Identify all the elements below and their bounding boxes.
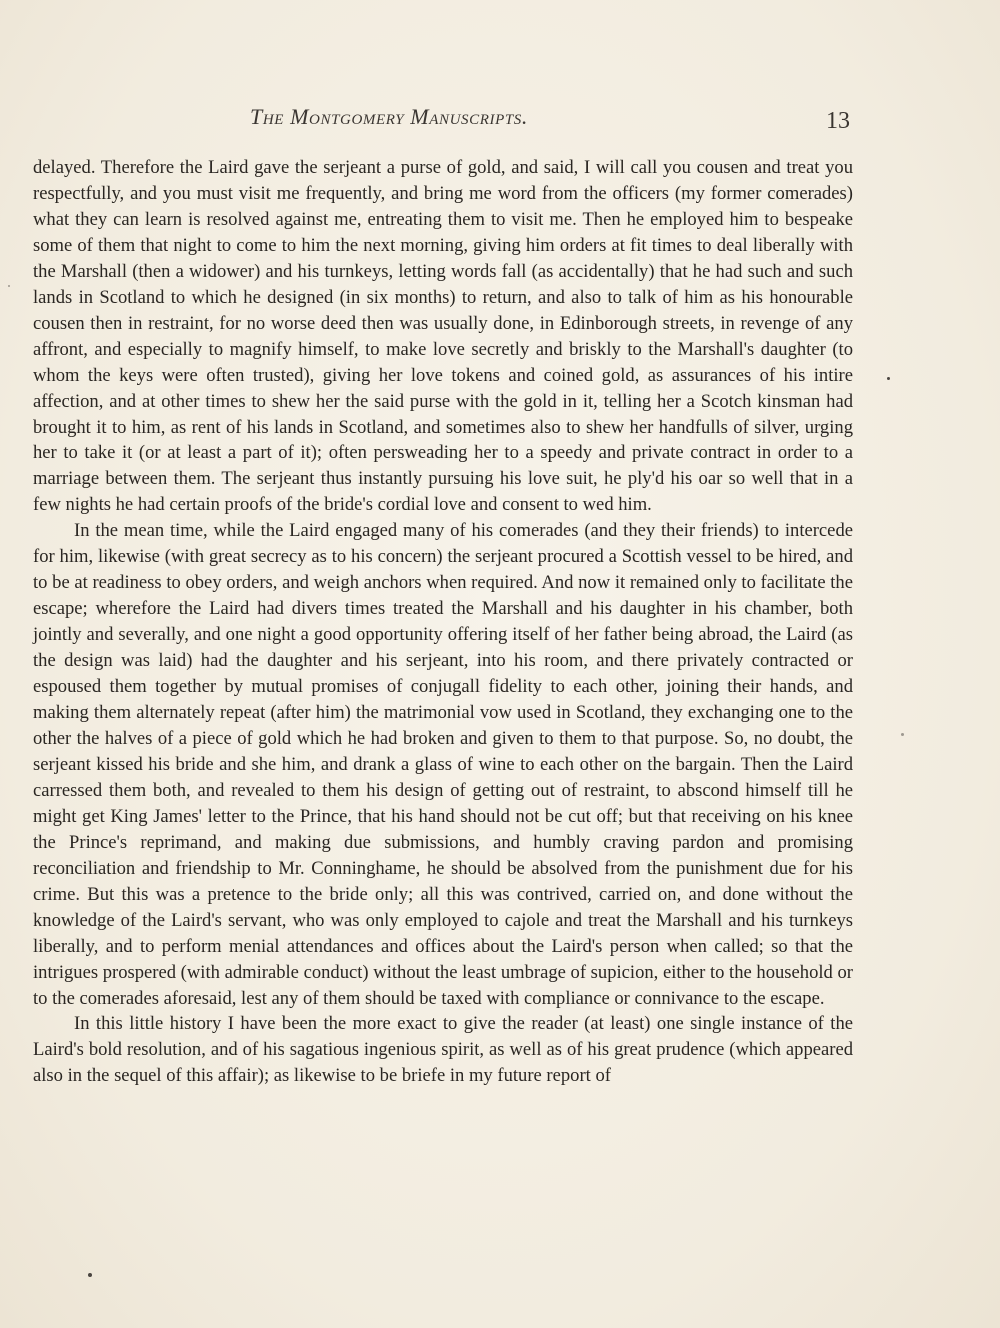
running-head	[0, 104, 1000, 134]
ink-speck	[88, 1273, 92, 1277]
paragraph-3: In this little history I have been the more exact to give the reader (at least) one single instance of the Laird's bold resolution, and of his sagatious ingenious spirit, as well as of his great prudence (which appeared also in the sequel of this affair); as likewise to be briefe in my future report of	[33, 1013, 853, 1087]
paragraph-1: delayed. Therefore the Laird gave the serjeant a purse of gold, and said, I will call you cousen and treat you respectfully, and you must visit me frequently, and bring me word from the officers (my former comerades) what they can learn is resolved against me, entreating them to visit me. Then he employed him to bespeake some of them that night to come to him the next morning, giving him orders at fit times to deal liberally with the Marshall (then a widower) and his turnkeys, letting words fall (as accidentally) that he had such and such lands in Scotland to which he designed (in six months) to return, and also to talk of him as his honourable cousen then in restraint, for no worse deed then was usually done, in Edinborough streets, in revenge of any affront, and especially to magnify himself, to make love secretly and briskly to the Marshall's daughter (to whom the keys were often trusted), giving her love tokens and coined gold, as assurances of his intire affection, and at other times to shew her the said purse with the gold in it, telling her a Scotch kinsman had brought it to him, as rent of his lands in Scotland, and sometimes also to shew her handfulls of silver, urging her to take it (or at least a part of it); often persweading her to a speedy and private contract in order to a marriage between them. The serjeant thus instantly pursuing his love suit, he ply'd his oar so well that in a few nights he had certain proofs of the bride's cordial love and consent to wed him.	[33, 157, 853, 516]
page-number: 13	[826, 108, 850, 134]
body-text	[33, 155, 853, 1089]
paragraph-2: In the mean time, while the Laird engaged many of his comerades (and they their friends) to intercede for him, likewise (with great secrecy as to his concern) the serjeant procured a Scottish vessel to be hired, and to be at readiness to obey orders, and weigh anchors when required. And now it remained only to facilitate the escape; wherefore the Laird had divers times treated the Marshall and his daughter in his chamber, both jointly and severally, and one night a good opportunity offering itself of her father being abroad, the Laird (as the design was laid) had the daughter and his serjeant, into his room, and there privately contracted or espoused them together by mutual promises of conjugall fidelity to each other, joining their hands, and making them alternately repeat (after him) the matrimonial vow used in Scotland, they exchanging one to the other the halves of a piece of gold which he had broken and given to them to that purpose. So, no doubt, the serjeant kissed his bride and she him, and drank a glass of wine to each other on the bargain. Then the Laird carressed them both, and revealed to them his design of getting out of restraint, to abscond himself till he might get King James' letter to the Prince, that his hand should not be cut off; but that receiving on his knee the Prince's reprimand, and making due submissions, and humbly craving pardon and promising reconciliation and friendship to Mr. Conninghame, he should be absolved from the punishment due for his crime. But this was a pretence to the bride only; all this was contrived, carried on, and done without the knowledge of the Laird's servant, who was only employed to cajole and treat the Marshall and his turnkeys liberally, and to perform menial attendances and offices about the Laird's person when called; so that the intrigues prospered (with admirable conduct) without the least umbrage of supicion, either to the household or to the comerades aforesaid, lest any of them should be taxed with compliance or connivance to the escape.	[33, 520, 853, 1009]
running-title: The Montgomery Manuscripts.	[250, 104, 528, 129]
ink-speck	[901, 733, 904, 736]
ink-speck	[8, 285, 10, 287]
ink-speck	[887, 377, 890, 380]
